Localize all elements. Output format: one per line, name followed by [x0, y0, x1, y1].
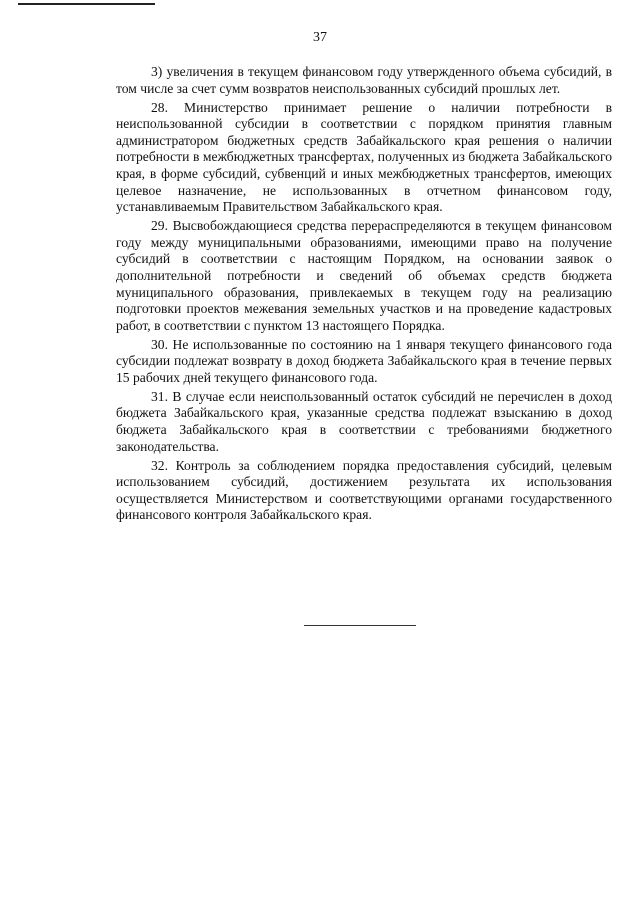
paragraph-item-3: 3) увеличения в текущем финансовом году утвержденного объема субсидий, в том числе за счет сумм возвратов неиспользованных субсидий прошлых лет.	[116, 64, 612, 96]
paragraph-31: 31. В случае если неиспользованный остаток субсидий не перечислен в доход бюджета Забайкальского края, указанные средства подлежат взысканию в доход бюджета Забайкальского края в соответствии с требованиями бюджетного законодательства.	[116, 388, 612, 454]
paragraph-28: 28. Министерство принимает решение о наличии потребности в неиспользованной субсидии в соответствии с порядком принятия главным администратором бюджетных средств Забайкальского края решения о наличии потребности в межбюджетных трансфертах, полученных из бюджета Забайкальского края, в форме субсидий, субвенций и иных межбюджетных трансфертов, имеющих целевое назначение, не использованных в отчетном финансовом году, устанавливаемым Правительством Забайкальского края.	[116, 99, 612, 215]
paragraph-30: 30. Не использованные по состоянию на 1 января текущего финансового года субсидии подлежат возврату в доход бюджета Забайкальского края в течение первых 15 рабочих дней текущего финансового года.	[116, 336, 612, 385]
top-margin-rule	[18, 3, 155, 5]
paragraph-32: 32. Контроль за соблюдением порядка предоставления субсидий, целевым использованием субсидий, достижением результата их использования осуществляется Министерством и соответствующими органами государственного финансового контроля Забайкальского края.	[116, 457, 612, 523]
document-body	[116, 64, 612, 526]
page-number: 37	[313, 30, 327, 45]
paragraph-29: 29. Высвобождающиеся средства перераспределяются в текущем финансовом году между муниципальными образованиями, имеющими право на получение субсидий в соответствии с настоящим Порядком, на основании заявок о дополнительной потребности и сведений об объемах средств бюджета муниципального образования, привлекаемых в текущем году на реализацию подготовки проектов межевания земельных участков и на проведение кадастровых работ, в соответствии с пунктом 13 настоящего Порядка.	[116, 218, 612, 333]
end-of-document-rule	[304, 625, 416, 626]
